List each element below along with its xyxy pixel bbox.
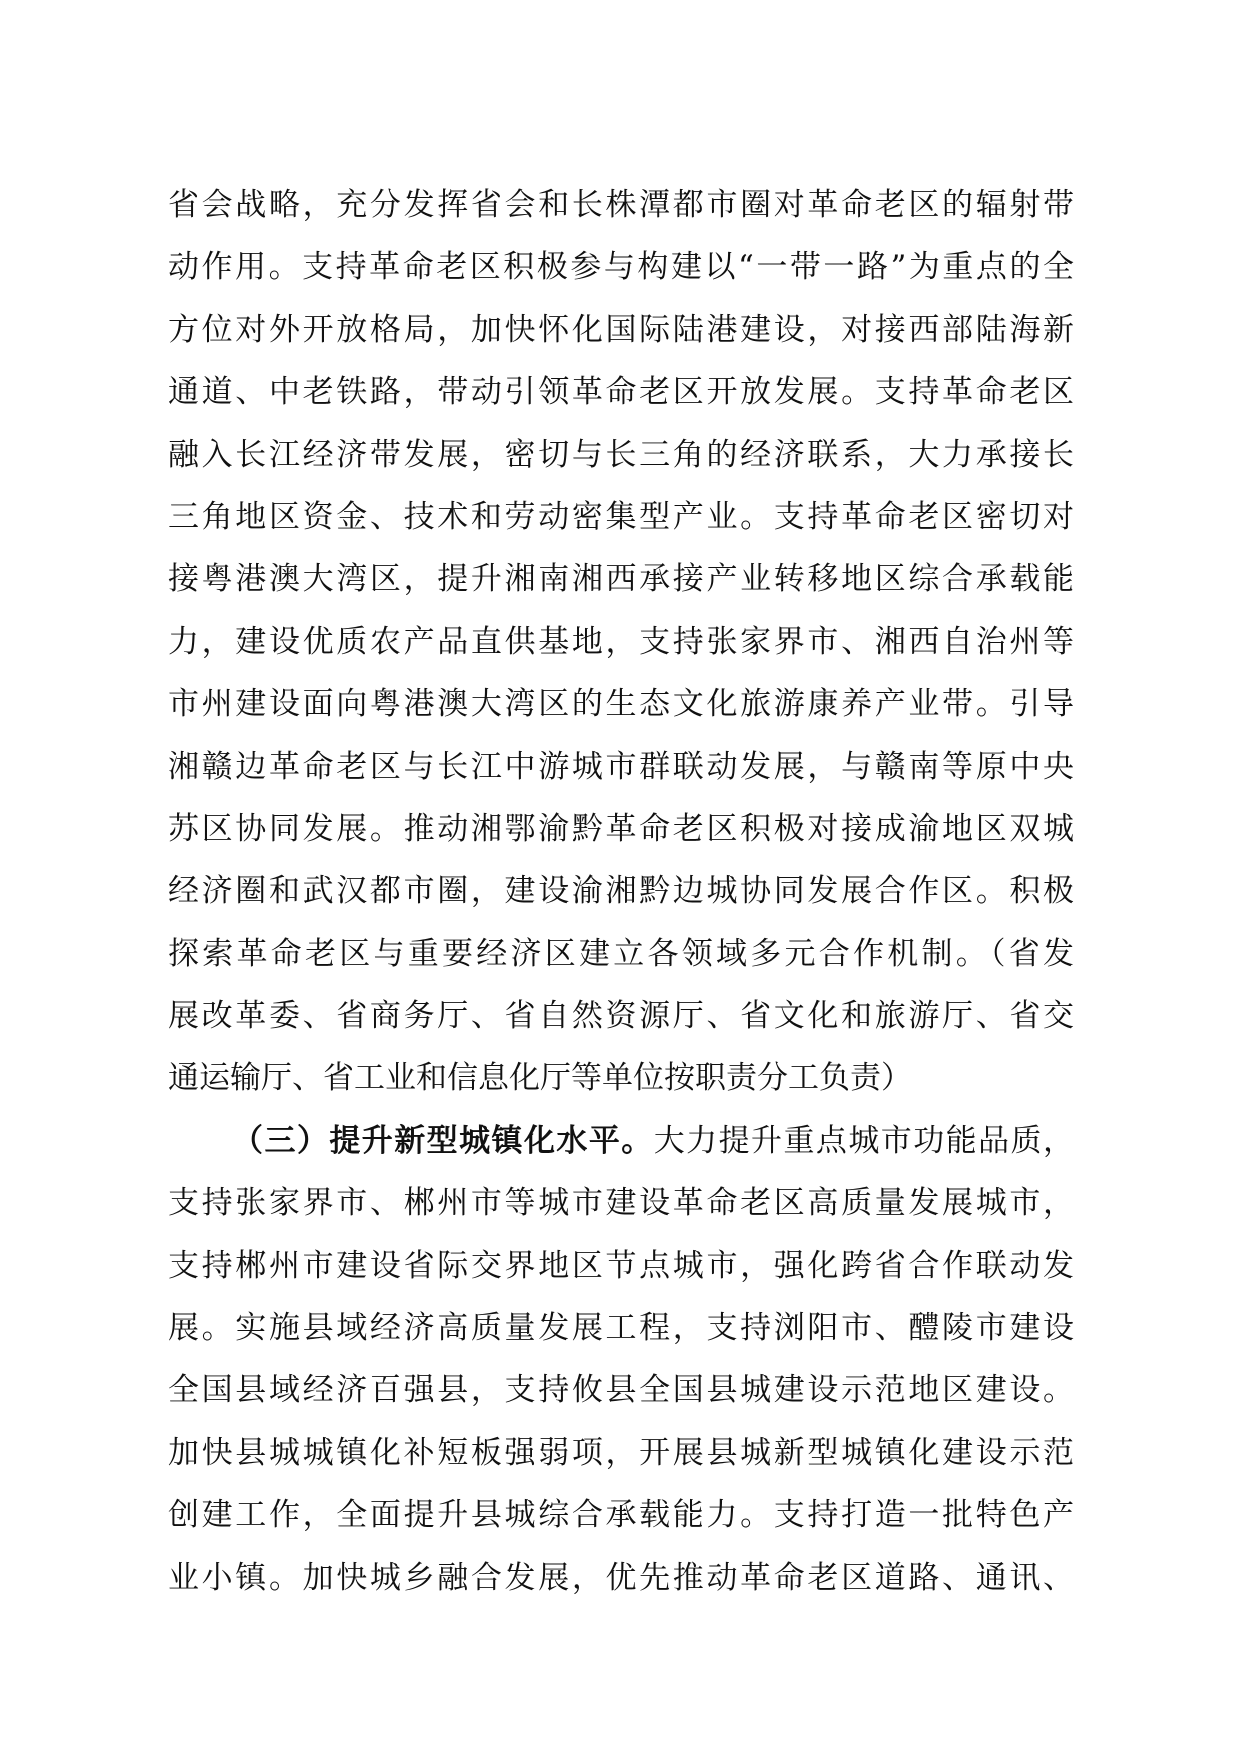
text-line: 展。实施县域经济高质量发展工程，支持浏阳市、醴陵市建设 — [168, 1310, 1074, 1347]
text-line: 通道、中老铁路，带动引领革命老区开放发展。支持革命老区 — [168, 374, 1074, 411]
text-line: 市州建设面向粤港澳大湾区的生态文化旅游康养产业带。引导 — [168, 686, 1074, 723]
paragraph-regional-cooperation — [168, 174, 1074, 1110]
text-line: 展改革委、省商务厅、省自然资源厅、省文化和旅游厅、省交 — [168, 998, 1074, 1035]
text-line: 创建工作，全面提升县城综合承载能力。支持打造一批特色产 — [168, 1497, 1074, 1534]
text-line: 通运输厅、省工业和信息化厅等单位按职责分工负责） — [168, 1060, 912, 1097]
section-heading-line — [168, 1110, 1074, 1172]
text-line: 三角地区资金、技术和劳动密集型产业。支持革命老区密切对 — [168, 498, 1074, 535]
text-line: 方位对外开放格局，加快怀化国际陆港建设，对接西部陆海新 — [168, 311, 1074, 348]
text-line: 接粤港澳大湾区，提升湘南湘西承接产业转移地区综合承载能 — [168, 561, 1074, 598]
text-line: 探索革命老区与重要经济区建立各领域多元合作机制。（省发 — [168, 935, 1074, 972]
text-line: 动作用。支持革命老区积极参与构建以“一带一路”为重点的全 — [168, 249, 1074, 286]
text-line: 业小镇。加快城乡融合发展，优先推动革命老区道路、通讯、 — [168, 1559, 1074, 1596]
text-line: 加快县城城镇化补短板强弱项，开展县城新型城镇化建设示范 — [168, 1434, 1074, 1471]
text-line: 力，建设优质农产品直供基地，支持张家界市、湘西自治州等 — [168, 623, 1074, 660]
document-page — [168, 174, 1074, 1609]
text-line: 支持张家界市、郴州市等城市建设革命老区高质量发展城市， — [168, 1185, 1074, 1222]
text-line: 全国县域经济百强县，支持攸县全国县城建设示范地区建设。 — [168, 1372, 1074, 1409]
text-line: 支持郴州市建设省际交界地区节点城市，强化跨省合作联动发 — [168, 1247, 1074, 1284]
section-3-urbanization — [168, 1110, 1074, 1609]
section-heading-continuation: 大力提升重点城市功能品质， — [653, 1122, 1074, 1159]
text-line: 省会战略，充分发挥省会和长株潭都市圈对革命老区的辐射带 — [168, 187, 1074, 223]
section-heading: （三）提升新型城镇化水平。 — [232, 1122, 654, 1159]
text-line: 苏区协同发展。推动湘鄂渝黔革命老区积极对接成渝地区双城 — [168, 810, 1074, 847]
text-line: 融入长江经济带发展，密切与长三角的经济联系，大力承接长 — [168, 436, 1074, 473]
text-line: 经济圈和武汉都市圈，建设渝湘黔边城协同发展合作区。积极 — [168, 873, 1074, 910]
text-line: 湘赣边革命老区与长江中游城市群联动发展，与赣南等原中央 — [168, 748, 1074, 785]
